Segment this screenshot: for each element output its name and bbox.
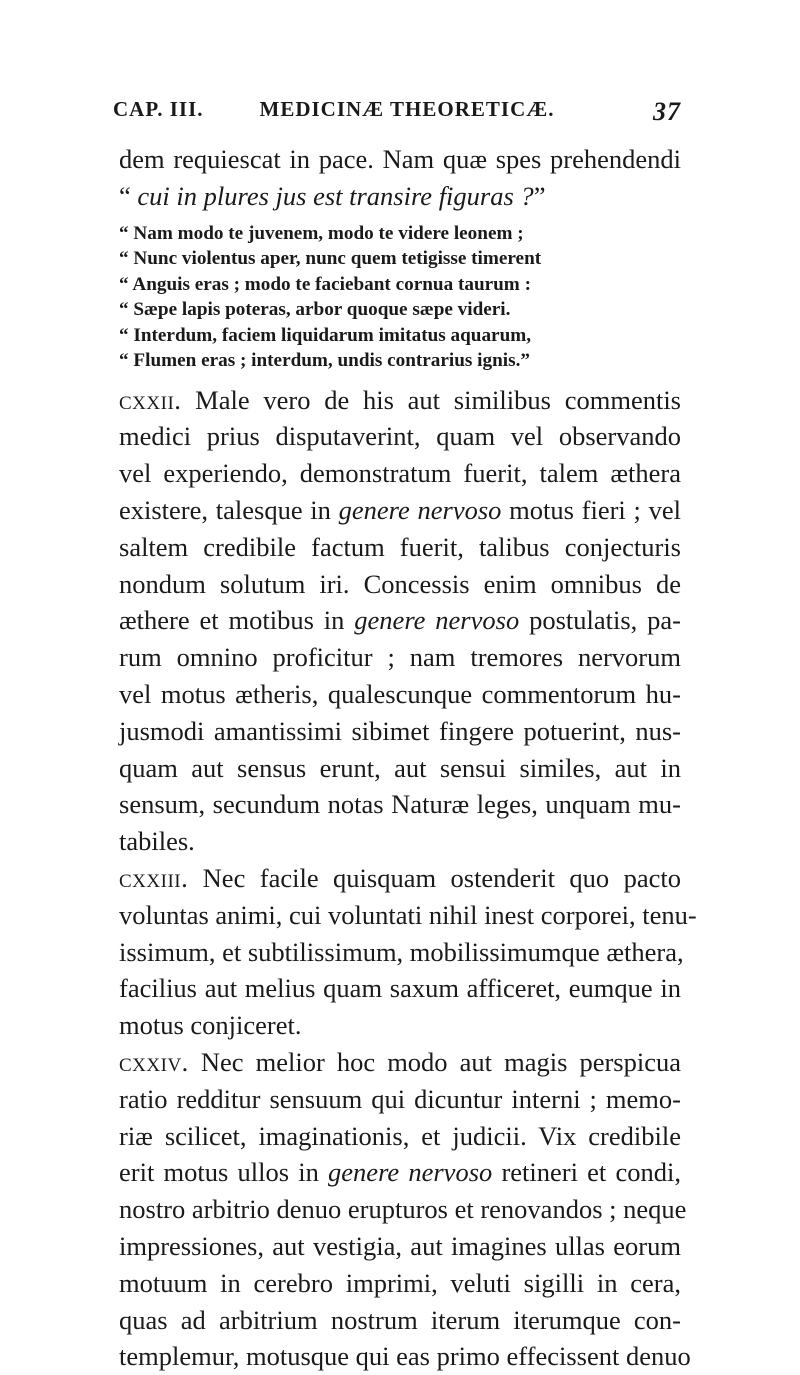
text-run: Nec facile quisquam ostenderit quo pacto xyxy=(188,862,681,893)
text-line xyxy=(119,1302,681,1339)
text-run: quas ad arbitrium nostrum iterum iterumque con- xyxy=(119,1304,681,1335)
text-run: erit motus ullos in xyxy=(119,1157,329,1188)
text-run: facilius aut melius quam saxum afficeret, eumque in xyxy=(119,973,681,1004)
text-run: retineri et condi, xyxy=(492,1157,681,1188)
text-run: æthere et motibus in xyxy=(119,605,355,636)
text-line xyxy=(119,639,681,676)
text-line xyxy=(119,823,681,860)
text-run: motus fieri ; vel xyxy=(501,494,681,525)
intro-paragraph xyxy=(119,141,681,215)
section-number: cxxiii. xyxy=(119,862,189,893)
text-run: Nec melior hoc modo aut magis perspicua xyxy=(188,1046,681,1077)
text-line xyxy=(119,1044,681,1081)
close-quote: ” xyxy=(533,180,546,211)
chapter-label: CAP. III. xyxy=(113,97,204,121)
text-line xyxy=(119,934,684,971)
verse-line: “ Interdum, faciem liquidarum imitatus aquarum, xyxy=(119,324,532,346)
text-line xyxy=(119,1118,681,1155)
text-line xyxy=(119,786,681,823)
text-line xyxy=(119,382,681,419)
text-run: Male vero de his aut similibus commentis xyxy=(181,384,681,415)
verse-quotation xyxy=(119,221,681,374)
text-run: vel motus ætheris, qualescunque commentorum hu- xyxy=(119,678,681,709)
numbered-sections xyxy=(119,382,697,1375)
page-body xyxy=(119,141,697,1375)
text-run: postulatis, pa- xyxy=(519,605,682,636)
text-run: motus conjiceret. xyxy=(119,1010,302,1041)
text-run: templemur, motusque qui eas primo effecissent denuo xyxy=(119,1341,691,1372)
text-run: riæ scilicet, imaginationis, et judicii. Vix credibile xyxy=(119,1120,681,1151)
verse-line: “ Sæpe lapis poteras, arbor quoque sæpe videri. xyxy=(119,299,511,321)
text-line xyxy=(119,1265,681,1302)
text-line xyxy=(119,1191,687,1228)
text-run: issimum, et subtilissimum, mobilissimumque æthera, xyxy=(119,936,684,967)
text-run: quam aut sensus erunt, aut sensui similes, aut in xyxy=(119,752,681,783)
section-number: cxxii. xyxy=(119,384,182,415)
verse-line: “ Nam modo te juvenem, modo te videre leonem ; xyxy=(119,222,524,244)
text-run: motuum in cerebro imprimi, veluti sigilli in cera, xyxy=(119,1267,681,1298)
italic-term: genere nervoso xyxy=(354,605,520,636)
text-run: saltem credibile factum fuerit, talibus conjecturis xyxy=(119,531,681,562)
page-number: 37 xyxy=(653,97,681,126)
text-line xyxy=(119,1154,681,1191)
text-line xyxy=(119,492,681,529)
text-run: nondum solutum iri. Concessis enim omnibus de xyxy=(119,568,681,599)
text-line xyxy=(119,1081,681,1118)
text-line xyxy=(119,455,681,492)
text-run: jusmodi amantissimi sibimet fingere potuerint, nus- xyxy=(119,715,681,746)
text-run: vel experiendo, demonstratum fuerit, talem æthera xyxy=(119,458,681,489)
text-run: impressiones, aut vestigia, aut imagines ullas eorum xyxy=(119,1230,681,1261)
text-line xyxy=(119,1338,691,1375)
italic-term: genere nervoso xyxy=(328,1157,493,1188)
text-line xyxy=(119,1228,681,1265)
section-paragraph xyxy=(119,382,681,860)
section-paragraph xyxy=(119,1044,691,1375)
text-run: tabiles. xyxy=(119,826,195,857)
verse-line: “ Nunc violentus aper, nunc quem tetigisse timerent xyxy=(119,248,542,270)
text-line xyxy=(119,713,681,750)
section-number: cxxiv. xyxy=(119,1046,189,1077)
italic-quote: cui in plures jus est transire figuras ? xyxy=(137,180,534,211)
verse-line: “ Anguis eras ; modo te faciebant cornua taurum : xyxy=(119,273,531,295)
text-line xyxy=(119,418,681,455)
text-line xyxy=(119,897,697,934)
italic-term: genere nervoso xyxy=(338,494,502,525)
text-line xyxy=(119,860,681,897)
text-line xyxy=(119,529,681,566)
text-line xyxy=(119,602,681,639)
text-line xyxy=(119,1007,681,1044)
running-title: MEDICINÆ THEORETICÆ. xyxy=(259,97,555,121)
text-line xyxy=(119,750,681,787)
text-line xyxy=(119,970,681,1007)
text-line: dem requiescat in pace. Nam quæ spes prehendendi xyxy=(119,144,681,174)
text-run: ratio redditur sensuum qui dicuntur interni ; memo- xyxy=(119,1083,681,1114)
text-run: nostro arbitrio denuo erupturos et renovandos ; neque xyxy=(119,1194,687,1225)
running-head xyxy=(113,97,681,131)
text-run: voluntas animi, cui voluntati nihil inest corporei, tenu- xyxy=(119,899,697,930)
italic-quote-line xyxy=(119,178,681,215)
text-run: existere, talesque in xyxy=(119,494,339,525)
text-line xyxy=(119,566,681,603)
text-run: sensum, secundum notas Naturæ leges, unquam mu- xyxy=(119,789,681,820)
verse-line: “ Flumen eras ; interdum, undis contrarius ignis.” xyxy=(119,350,530,372)
text-run: medici prius disputaverint, quam vel observando xyxy=(119,421,681,452)
text-line xyxy=(119,676,681,713)
text-run: rum omnino proficitur ; nam tremores nervorum xyxy=(119,642,681,673)
open-quote: “ xyxy=(119,180,138,211)
section-paragraph xyxy=(119,860,697,1044)
